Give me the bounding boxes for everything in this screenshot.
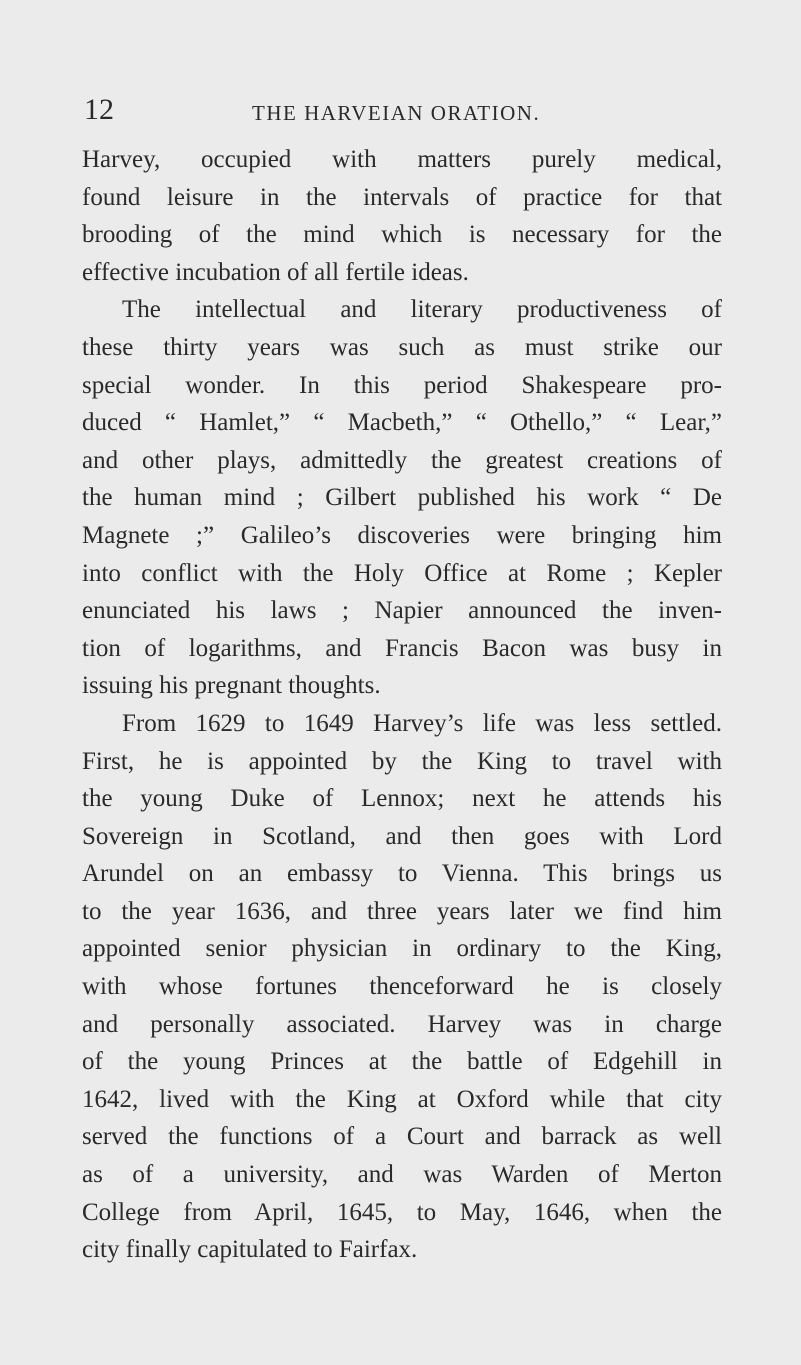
text-line: the young Duke of Lennox; next he attends his [82,785,722,813]
text-line: found leisure in the intervals of practice for that [82,183,722,211]
text-line: Sovereign in Scotland, and then goes with Lord [82,822,722,850]
text-line: and other plays, admittedly the greatest creations of [82,446,722,474]
text-line: effective incubation of all fertile ideas. [82,258,469,286]
text-line: duced “ Hamlet,” “ Macbeth,” “ Othello,” “ Lear,” [82,409,722,437]
page-number: 12 [84,93,114,126]
text-line: College from April, 1645, to May, 1646, when the [82,1198,722,1226]
text-line: to the year 1636, and three years later we find him [82,897,722,925]
text-line: these thirty years was such as must strike our [82,333,722,361]
text-line: tion of logarithms, and Francis Bacon was busy in [82,634,722,662]
text-line: served the functions of a Court and barrack as well [82,1123,722,1151]
text-line: From 1629 to 1649 Harvey’s life was less settled. [122,709,722,737]
body-text [82,141,722,1269]
text-line: Magnete ;” Galileo’s discoveries were bringing him [82,521,722,549]
text-line: and personally associated. Harvey was in charge [82,1010,722,1038]
text-line: brooding of the mind which is necessary for the [82,221,722,249]
text-line: appointed senior physician in ordinary to the King, [82,935,722,963]
text-line: First, he is appointed by the King to travel with [82,747,722,775]
text-line: 1642, lived with the King at Oxford while that city [82,1085,722,1113]
text-line: The intellectual and literary productiveness of [122,296,722,324]
text-line: Harvey, occupied with matters purely medical, [82,146,722,173]
text-line: the human mind ; Gilbert published his work “ De [82,484,722,512]
text-line: issuing his pregnant thoughts. [82,672,381,700]
text-line: of the young Princes at the battle of Edgehill in [82,1048,722,1076]
text-line: Arundel on an embassy to Vienna. This brings us [82,860,722,888]
running-head: THE HARVEIAN ORATION. [252,101,541,125]
text-line: city finally capitulated to Fairfax. [82,1236,418,1264]
text-line: enunciated his laws ; Napier announced the inven- [82,597,722,625]
text-line: with whose fortunes thenceforward he is closely [82,973,722,1001]
text-line: special wonder. In this period Shakespeare pro- [82,371,722,399]
text-line: into conflict with the Holy Office at Rome ; Kepler [82,559,722,587]
text-line: as of a university, and was Warden of Merton [82,1161,722,1189]
